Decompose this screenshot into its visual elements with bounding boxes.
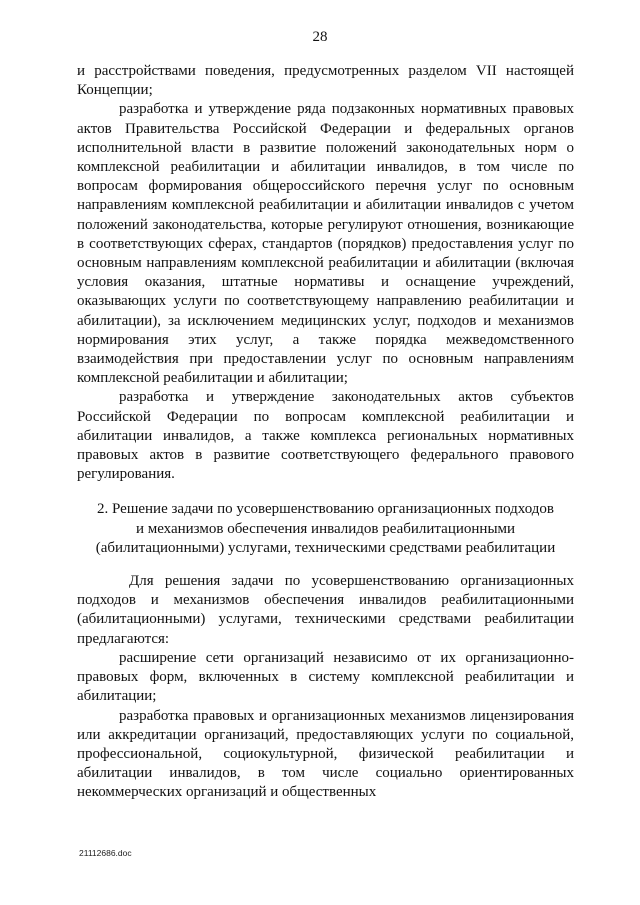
paragraph: разработка и утверждение ряда подзаконных нормативных правовых актов Правительства Российской Федерации и федеральных органов исполнительной власти в развитие положений законодательных норм о комплексной реабилитации и абилитации инвалидов, в том числе по вопросам формирования общероссийского перечня услуг по основным направлениям комплексной реабилитации и абилитации инвалидов с учетом положений законодательства, которые регулируют отношения, возникающие в соответствующих сферах, стандартов (порядков) предоставления услуг по основным направлениям комплексной реабилитации и абилитации (включая условия оказания, штатные нормативы и оснащение учреждений, оказывающих услуги по соответствующему направлению реабилитации и абилитации), за исключением медицинских услуг, подходов и механизмов нормирования этих услуг, а также порядка межведомственного взаимодействия при предоставлении услуг по основным направлениям комплексной реабилитации и абилитации;: [77, 101, 574, 387]
paragraph: и расстройствами поведения, предусмотренных разделом VII настоящей Концепции;: [77, 63, 574, 99]
section-heading: [77, 500, 574, 558]
document-body: [77, 62, 574, 803]
paragraph: Для решения задачи по усовершенствованию организационных подходов и механизмов обеспечения инвалидов реабилитационными (абилитационными) услугами, техническими средствами реабилитации предлагаются:: [77, 573, 574, 647]
paragraph: разработка правовых и организационных механизмов лицензирования или аккредитации организаций, предоставляющих услуги по социальной, профессиональной, социокультурной, физической реабилитации и абилитации инвалидов, в том числе социально ориентированных некоммерческих организаций и общественных: [77, 707, 574, 801]
heading-line: и механизмов обеспечения инвалидов реабилитационными: [135, 520, 516, 537]
paragraph: разработка и утверждение законодательных актов субъектов Российской Федерации по вопросам комплексной реабилитации и абилитации инвалидов, а также комплекса региональных нормативных правовых актов в развитие соответствующего федерального правового регулирования.: [77, 389, 574, 483]
page-number: 28: [312, 29, 328, 45]
heading-line: (абилитационными) услугами, техническими средствами реабилитации: [95, 539, 556, 556]
file-name-footer: 21112686.doc: [79, 848, 132, 858]
heading-line: 2. Решение задачи по усовершенствованию организационных подходов: [97, 501, 554, 518]
paragraph: расширение сети организаций независимо от их организационно-правовых форм, включенных в систему комплексной реабилитации и абилитации;: [77, 649, 574, 705]
